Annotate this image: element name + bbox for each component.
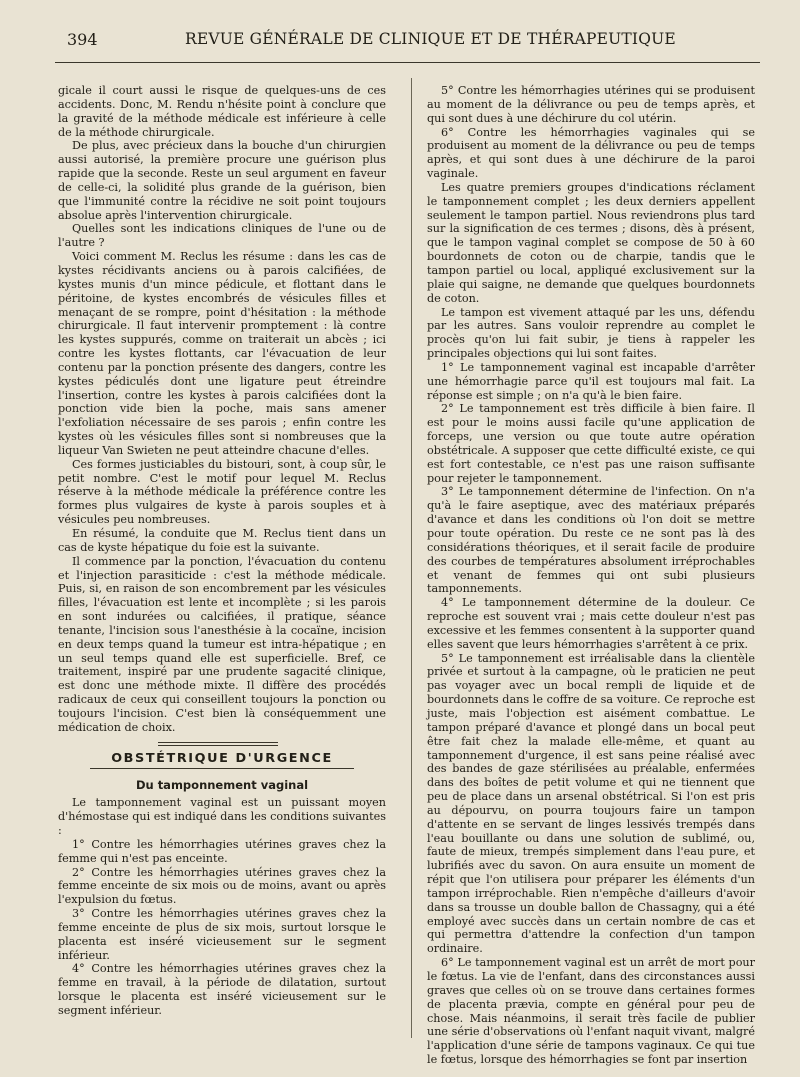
paragraph: Quelles sont les indications cliniques de l'une ou de l'autre ? [58, 222, 386, 250]
paragraph: 4° Le tamponnement détermine de la douleur. Ce reproche est souvent vrai ; mais cette douleur n'est pas excessive et les femmes consentent à la supporter quand elles savent que leurs hémorrhagies s'arrêtent à ce prix. [427, 596, 755, 651]
left-column-text-continued [58, 796, 386, 1018]
page-header [55, 28, 755, 54]
paragraph: 2° Contre les hémorrhagies utérines graves chez la femme enceinte de six mois ou de moins, avant ou après l'expulsion du fœtus. [58, 865, 386, 907]
paragraph: 3° Le tamponnement détermine de l'infection. On n'a qu'à le faire aseptique, avec des matériaux préparés d'avance et dans les conditions où l'on doit se mettre pour toute opération. Du reste ce ne sont pas là des considérations théoriques, et il serait facile de produire des courbes de températures absolument irréprochables et venant de femmes qui ont subi plusieurs tamponnements. [427, 485, 755, 596]
section-heading-underline [90, 768, 354, 769]
right-column-text [427, 84, 755, 1067]
page-number: 394 [67, 30, 98, 49]
column-divider [411, 78, 412, 1038]
paragraph: 5° Contre les hémorrhagies utérines qui se produisent au moment de la délivrance ou peu de temps après, et qui sont dues à une déchirure du col utérin. [427, 84, 755, 125]
paragraph: En résumé, la conduite que M. Reclus tient dans un cas de kyste hépatique du foie est la suivante. [58, 527, 386, 554]
paragraph: De plus, avec précieux dans la bouche d'un chirurgien aussi autorisé, la première procure une guérison plus rapide que la seconde. Reste un seul argument en faveur de celle-ci, la solidité plus grande de la guérison, bien que l'immunité contre la récidive ne soit point toujours absolue après l'intervention chirurgicale. [58, 139, 386, 222]
paragraph: 5° Le tamponnement est irréalisable dans la clientèle privée et surtout à la campagne, où le praticien ne peut pas voyager avec un bocal rempli de liquide et de bourdonnets dans le coffre de sa voiture. Ce reproche est juste, mais l'objection est aisément combattue. Le tampon préparé d'avance et plongé dans un bocal peut être fait chez la malade elle-même, et quant au tamponnement d'urgence, il est sans peine réalisé avec des bandes de gaze stérilisées au préalable, enfermées dans des boîtes de petit volume et qui ne tiennent que peu de place dans un arsenal obstétrical. Si l'on est pris au dépourvu, on pourra toujours faire un tampon d'attente en se servant de linges lessivés trempés dans l'eau bouillante ou dans une solution de sublimé, ou, faute de mieux, trempés simplement dans l'eau pure, et lubrifiés avec du savon. On aura ensuite un moment de répit que l'on utilisera pour préparer les éléments d'un tampon irréprochable. Rien n'empêche d'ailleurs d'avoir dans sa trousse un double ballon de Chassagny, qui a été employé avec succès dans un certain nombre de cas et qui permettra d'attendre la confection d'un tampon ordinaire. [427, 651, 755, 956]
paragraph: 2° Le tamponnement est très difficile à bien faire. Il est pour le moins aussi facile qu'une application de forceps, une version ou que toute autre opération obstétricale. A supposer que cette difficulté existe, ce qui est fort contestable, ce n'est pas une raison suffisante pour rejeter le tamponnement. [427, 402, 755, 485]
paragraph: Ces formes justiciables du bistouri, sont, à coup sûr, le petit nombre. C'est le motif pour lequel M. Reclus réserve à la méthode médicale la préférence contre les formes plus vulgaires de kyste à parois souples et à vésicules peu nombreuses. [58, 457, 386, 527]
running-title: REVUE GÉNÉRALE DE CLINIQUE ET DE THÉRAPEUTIQUE [185, 30, 676, 48]
paragraph: Il commence par la ponction, l'évacuation du contenu et l'injection parasiticide : c'est la méthode médicale. Puis, si, en raison de son encombrement par les vésicules filles, l'évacuation est lente et incomplète ; si les parois en sont indurées ou calcifiées, il pratique, séance tenante, l'incision sous l'anesthésie à la cocaïne, incision en deux temps quand la tumeur est intra-hépatique ; en un seul temps quand elle est superficielle. Bref, ce traitement, inspiré par une prudente sagacité clinique, est donc une méthode mixte. Il diffère des procédés radicaux de ceux qui conseillent toujours la ponction ou toujours l'incision. C'est bien là conséquemment une médication de choix. [58, 554, 386, 734]
paragraph: 6° Contre les hémorrhagies vaginales qui se produisent au moment de la délivrance ou peu de temps après, et qui sont dues à une déchirure de la paroi vaginale. [427, 125, 755, 181]
header-rule [55, 62, 760, 63]
section-heading: OBSTÉTRIQUE D'URGENCE [111, 750, 333, 766]
right-column [427, 84, 755, 1067]
section-ornament-rule [158, 742, 278, 746]
left-column [58, 84, 386, 1018]
subsection-heading: Du tamponnement vaginal [135, 777, 309, 792]
paragraph: 1° Contre les hémorrhagies utérines graves chez la femme qui n'est pas enceinte. [58, 837, 386, 865]
paragraph: Les quatre premiers groupes d'indications réclament le tamponnement complet ; les deux derniers appellent seulement le tampon partiel. Nous reviendrons plus tard sur la signification de ces termes ; disons, dès à présent, que le tampon vaginal complet se compose de 50 à 60 bourdonnets de coton ou de charpie, tandis que le tampon partiel ou local, appliqué exclusivement sur la plaie qui saigne, ne demande que quelques bourdonnets de coton. [427, 180, 755, 305]
paragraph: Le tamponnement vaginal est un puissant moyen d'hémostase qui est indiqué dans les conditions suivantes : [58, 796, 386, 838]
left-column-text [58, 84, 386, 735]
paragraph: gicale il court aussi le risque de quelques-uns de ces accidents. Donc, M. Rendu n'hésite point à conclure que la gravité de la méthode médicale est inférieure à celle de la méthode chirurgicale. [58, 84, 386, 139]
paragraph: 3° Contre les hémorrhagies utérines graves chez la femme enceinte de plus de six mois, surtout lorsque le placenta est inséré vicieusement sur le segment inférieur. [58, 907, 386, 962]
paragraph: Voici comment M. Reclus les résume : dans les cas de kystes récidivants anciens ou à parois calcifiées, de kystes munis d'un mince pédicule, et flottant dans le péritoine, de kystes encombrés de vésicules filles et menaçant de se rompre, point d'hésitation : la méthode chirurgicale. Il faut intervenir promptement : là contre les kystes suppurés, comme on traiterait un abcès ; ici contre les kystes flottants, car l'évacuation de leur contenu par la ponction présente des dangers, contre les kystes pédiculés dont une ligature peut étreindre l'insertion, contre les kystes à parois calcifiées dont la ponction vide bien la poche, mais sans amener l'exfoliation nécessaire de ses parois ; enfin contre les kystes où les vésicules filles sont si nombreuses que la liqueur Van Swieten ne peut atteindre chacune d'elles. [58, 250, 386, 457]
paragraph: 4° Contre les hémorrhagies utérines graves chez la femme en travail, à la période de dilatation, surtout lorsque le placenta est inséré vicieusement sur le segment inférieur. [58, 962, 386, 1017]
paragraph: 6° Le tamponnement vaginal est un arrêt de mort pour le fœtus. La vie de l'enfant, dans des circonstances aussi graves que celles où on se trouve dans certaines formes de placenta prævia, compte en général pour peu de chose. Mais néanmoins, il serait très facile de publier une série d'observations où l'enfant naquit vivant, malgré l'application d'une série de tampons vaginaux. Ce qui tue le fœtus, lorsque des hémorrhagies se font par insertion [427, 956, 755, 1067]
paragraph: Le tampon est vivement attaqué par les uns, défendu par les autres. Sans vouloir reprendre au complet le procès qu'on lui fait subir, je tiens à rappeler les principales objections qui lui sont faites. [427, 305, 755, 361]
paragraph: 1° Le tamponnement vaginal est incapable d'arrêter une hémorrhagie parce qu'il est toujours mal fait. La réponse est simple ; on n'a qu'à le bien faire. [427, 360, 755, 402]
